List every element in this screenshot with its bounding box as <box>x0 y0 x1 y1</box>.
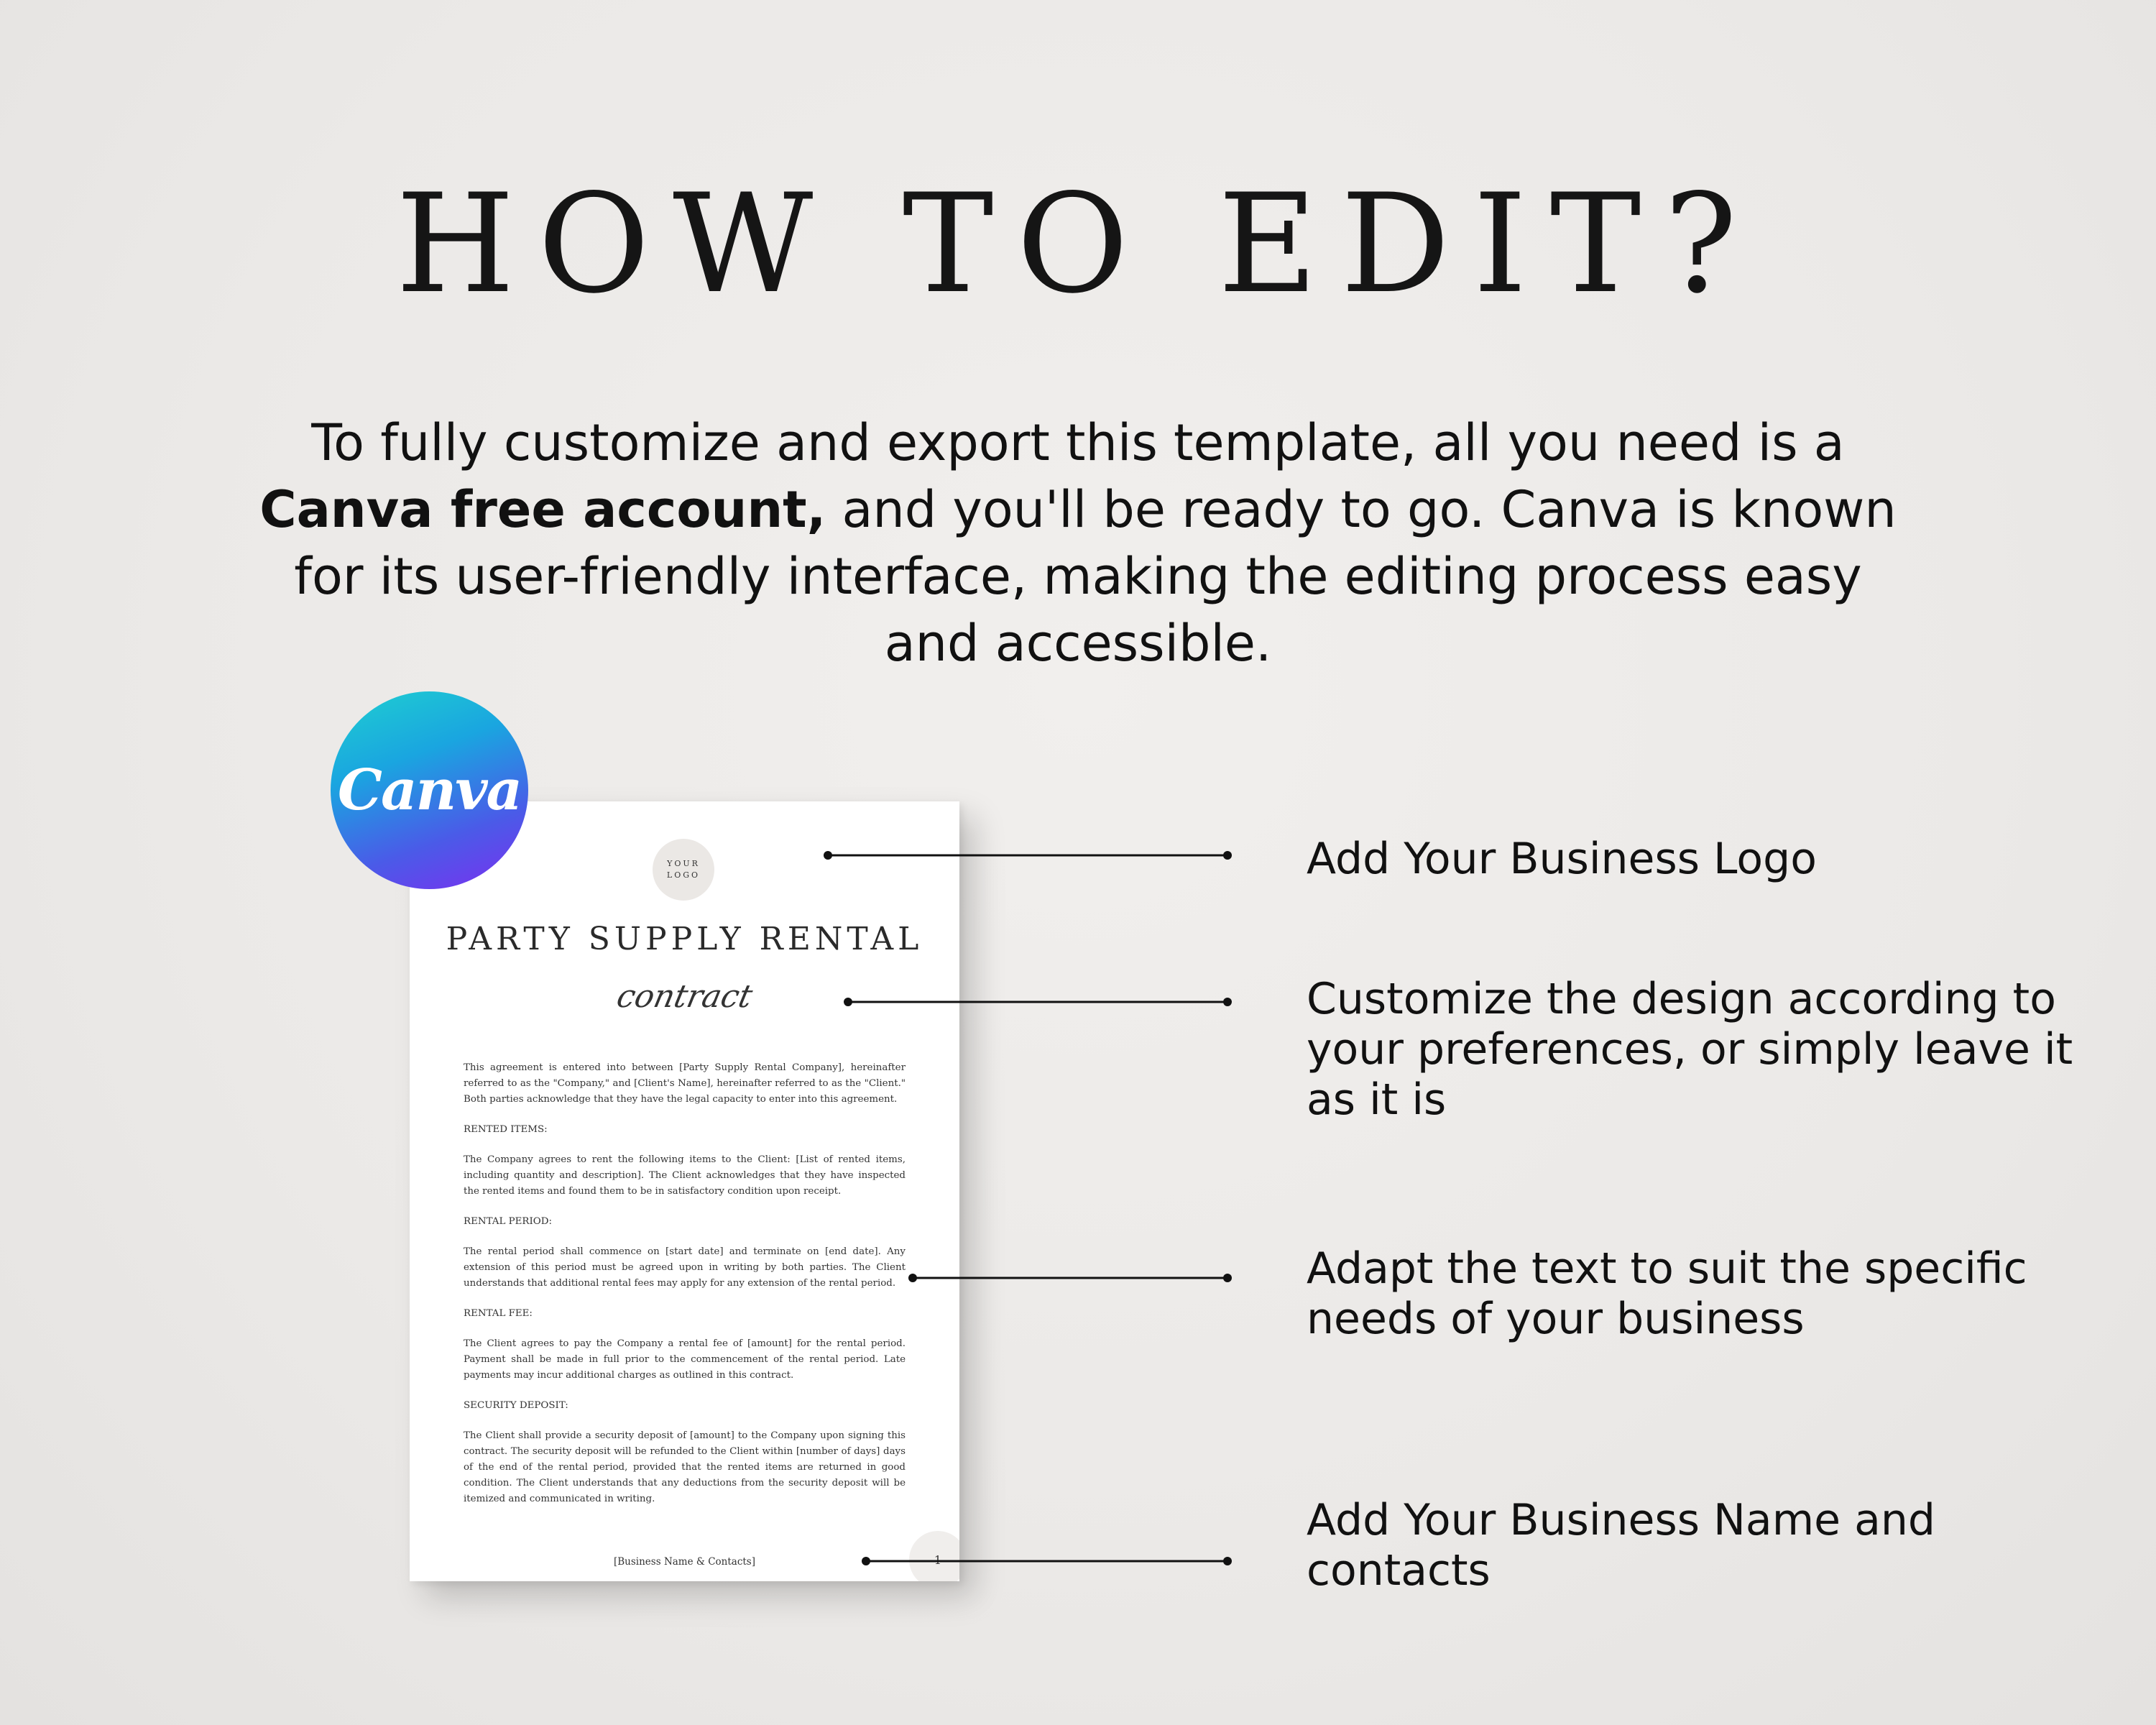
connector-dot-contacts-end <box>1223 1557 1232 1565</box>
intro-line-4: and accessible. <box>884 614 1272 673</box>
intro-line-3: for its user-friendly interface, making the editing process easy <box>294 547 1862 606</box>
document-title: PARTY SUPPLY RENTAL <box>446 921 923 957</box>
section-text-rental-fee: The Client agrees to pay the Company a rental fee of [amount] for the rental period. Payment shall be made in full prior to the commencement of the rental period. Late payments may incur additional charges as outlined in this contract. <box>464 1338 906 1381</box>
connector-dot-design-end <box>1223 998 1232 1006</box>
document-logo-line-1: YOUR <box>667 859 700 868</box>
intro-bold-canva-account: Canva free account, <box>259 480 826 539</box>
document-intro-paragraph: This agreement is entered into between [Party Supply Rental Company], hereinafter referred to as the "Company," and [Client's Name], hereinafter referred to as the "Client." Both parties acknowledge that they have the legal capacity to enter into this agreement. <box>464 1062 906 1105</box>
section-heading-rented-items: RENTED ITEMS: <box>464 1124 548 1135</box>
canva-logo <box>331 691 528 889</box>
section-heading-security-deposit: SECURITY DEPOSIT: <box>464 1400 568 1411</box>
document-subtitle-script: contract <box>613 978 756 1015</box>
section-heading-rental-fee: RENTAL FEE: <box>464 1308 533 1319</box>
document-body <box>464 1060 906 1522</box>
section-text-rented-items: The Company agrees to rent the following items to the Client: [List of rented items, including quantity and description]. The Client acknowledges that they have inspected the rented items and found them to be in satisfactory condition upon receipt. <box>464 1154 906 1197</box>
document-logo-line-2: LOGO <box>666 870 701 880</box>
connector-dot-text-end <box>1223 1274 1232 1282</box>
callout-adapt-text: Adapt the text to suit the specific needs of your business <box>1307 1243 2027 1344</box>
callout-customize-design: Customize the design according to your preferences, or simply leave it as it is <box>1307 974 2073 1125</box>
intro-line-2: and you'll be ready to go. Canva is known <box>826 480 1897 539</box>
intro-line-1: To fully customize and export this template, all you need is a <box>311 413 1845 472</box>
page-title: HOW TO EDIT? <box>395 165 1761 323</box>
section-text-rental-period: The rental period shall commence on [start date] and terminate on [end date]. Any extension of this period must be agreed upon in writing by both parties. The Client understands that additional rental fees may apply for any extension of the rental period. <box>464 1246 906 1289</box>
connector-dot-logo-end <box>1223 851 1232 860</box>
section-text-security-deposit: The Client shall provide a security deposit of [amount] to the Company upon signing this contract. The security deposit will be refunded to the Client within [number of days] days of the end of the rental period, provided that the rented items are returned in good condition. The Client understands that any deductions from the security deposit will be itemized and communicated in writing. <box>464 1430 906 1504</box>
document-preview <box>410 801 959 1581</box>
intro-text <box>244 410 1912 677</box>
document-page-number: 1 <box>909 1531 959 1581</box>
document-logo-placeholder <box>653 839 714 901</box>
section-heading-rental-period: RENTAL PERIOD: <box>464 1216 552 1227</box>
callout-business-name-contacts: Add Your Business Name and contacts <box>1307 1495 1936 1596</box>
canva-logo-wordmark: Canva <box>337 758 522 823</box>
callout-add-business-logo: Add Your Business Logo <box>1307 834 1817 884</box>
document-footer: [Business Name & Contacts] <box>613 1556 755 1568</box>
